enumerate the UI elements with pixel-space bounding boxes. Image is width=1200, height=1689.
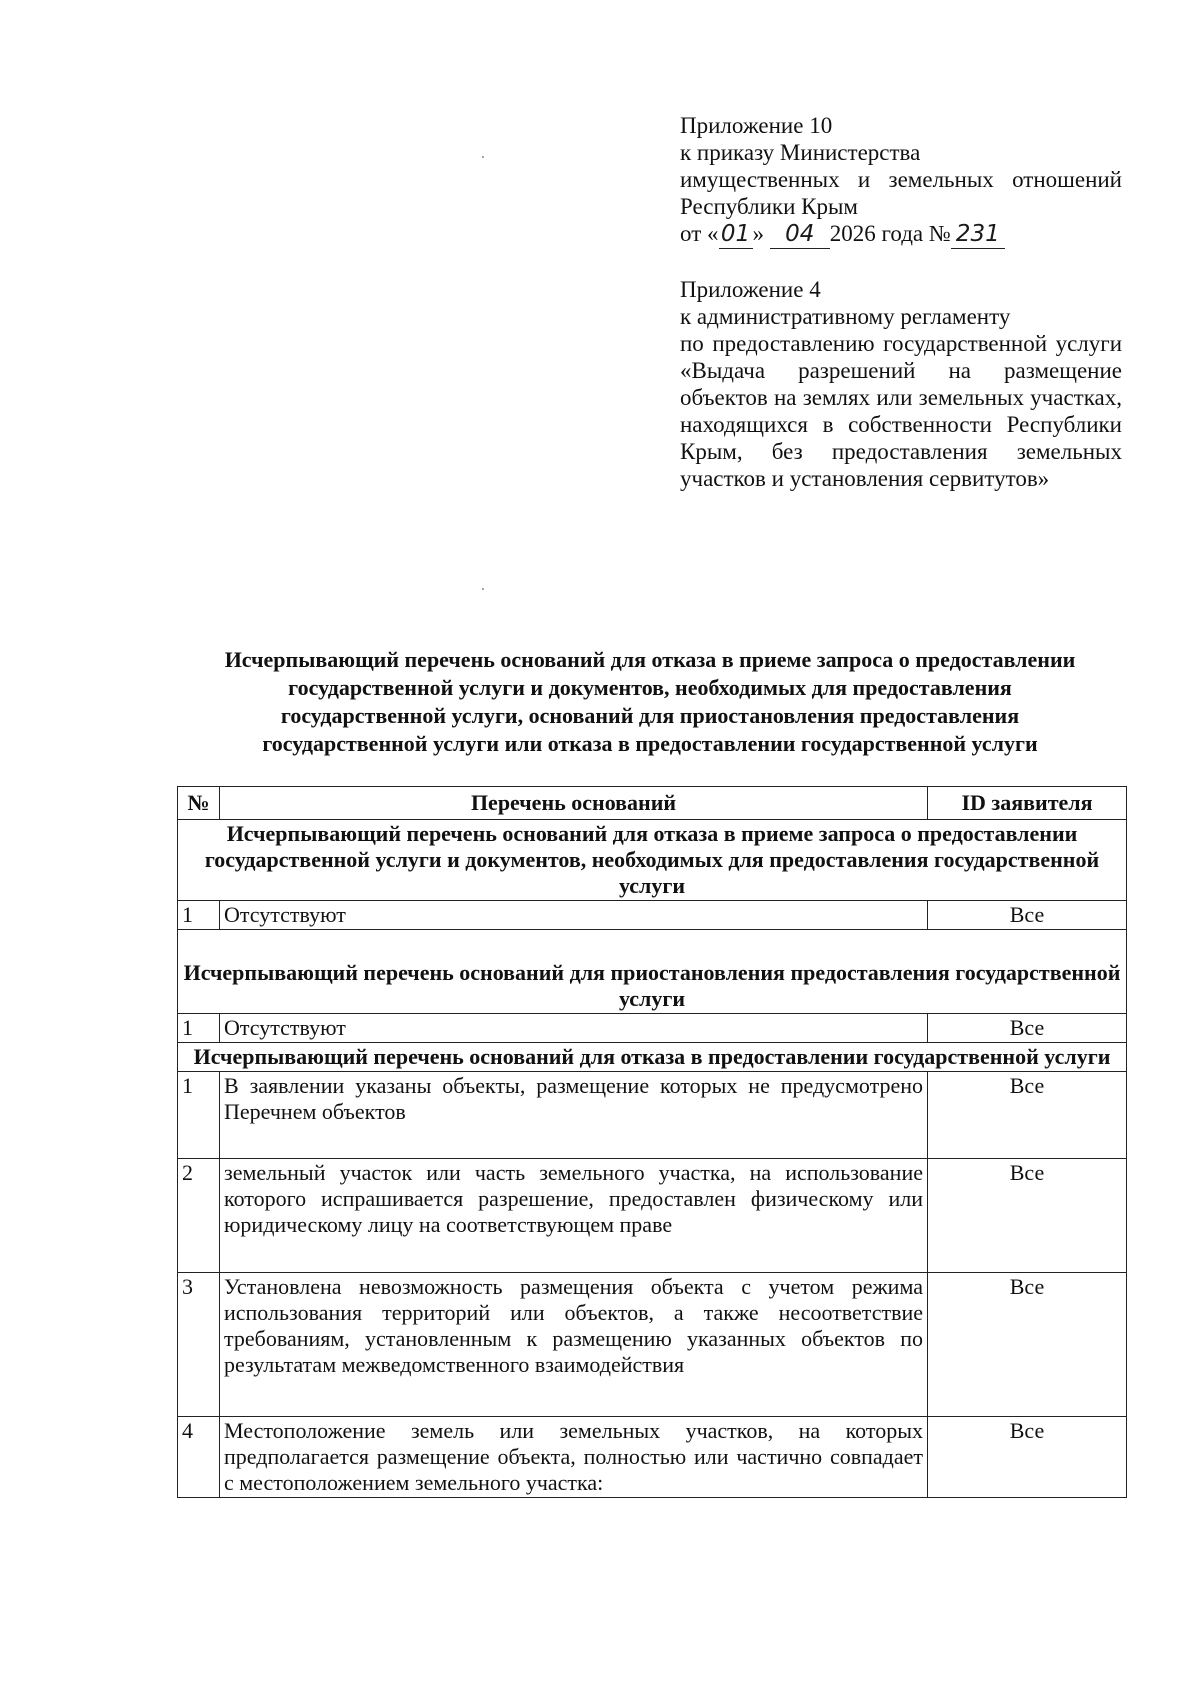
section-3-title: Исчерпывающий перечень оснований для отказа в предоставлении государственной услуги <box>178 1043 1127 1072</box>
row-id: Все <box>928 1014 1127 1043</box>
date-prefix: от « <box>680 221 719 246</box>
appendix-10-title: Приложение 10 <box>680 113 833 138</box>
row-text: Местоположение земель или земельных участков, на которых предполагается размещение объекта, полностью или частично совпадает с местоположением земельного участка: <box>220 1417 928 1498</box>
title-line-2: государственной услуги и документов, необходимых для предоставления <box>288 675 1012 700</box>
table-row <box>178 1072 1127 1159</box>
section-2-row <box>178 930 1127 1014</box>
row-num: 1 <box>178 901 220 930</box>
header-reasons: Перечень оснований <box>220 787 928 820</box>
title-line-4: государственной услуги или отказа в предоставлении государственной услуги <box>262 731 1038 756</box>
section-1-title: Исчерпывающий перечень оснований для отказа в приеме запроса о предоставлении государственной услуги и документов, необходимых для предоставления государственной услуги <box>178 820 1127 901</box>
row-text: Отсутствуют <box>220 901 928 930</box>
row-num: 2 <box>178 1159 220 1273</box>
date-mid: » <box>752 221 764 246</box>
handwritten-month: 04 <box>770 221 830 249</box>
scan-speck <box>482 156 484 158</box>
handwritten-order-number: 231 <box>951 221 1005 249</box>
table-row <box>178 1417 1127 1498</box>
row-id: Все <box>928 1273 1127 1417</box>
appendix-4-title: Приложение 4 <box>680 277 821 302</box>
row-num: 3 <box>178 1273 220 1417</box>
row-text: земельный участок или часть земельного участка, на использование которого испрашивается разрешение, предоставлен физическому или юридическому лицу на соответствующем праве <box>220 1159 928 1273</box>
header-id: ID заявителя <box>928 787 1127 820</box>
section-3-row <box>178 1043 1127 1072</box>
table-header-row <box>178 787 1127 820</box>
row-num: 1 <box>178 1072 220 1159</box>
reasons-table <box>177 786 1127 1498</box>
section-2-title: Исчерпывающий перечень оснований для приостановления предоставления государственной услуги <box>178 930 1127 1014</box>
section-1-row <box>178 820 1127 901</box>
row-text: В заявлении указаны объекты, размещение которых не предусмотрено Перечнем объектов <box>220 1072 928 1159</box>
row-id: Все <box>928 1159 1127 1273</box>
row-num: 1 <box>178 1014 220 1043</box>
row-id: Все <box>928 1417 1127 1498</box>
title-line-1: Исчерпывающий перечень оснований для отказа в приеме запроса о предоставлении <box>224 647 1076 672</box>
appendix-10-line3: Республики Крым <box>680 194 858 219</box>
order-date-line <box>680 220 1122 249</box>
appendix-10-line1: к приказу Министерства <box>680 140 921 165</box>
document-title <box>170 646 1130 758</box>
table-row <box>178 1159 1127 1273</box>
table-row <box>178 901 1127 930</box>
row-num: 4 <box>178 1417 220 1498</box>
appendix-4-line1: к административному регламенту <box>680 304 1011 329</box>
row-id: Все <box>928 1072 1127 1159</box>
table-row <box>178 1014 1127 1043</box>
row-id: Все <box>928 901 1127 930</box>
handwritten-day: 01 <box>719 221 753 249</box>
appendix-4-body: по предоставлению государственной услуги «Выдача разрешений на размещение объектов на землях или земельных участках, находящихся в собственности Республики Крым, без предоставления земельных участков и установления сервитутов» <box>680 331 1122 491</box>
row-text: Отсутствуют <box>220 1014 928 1043</box>
appendix-10-line2: имущественных и земельных отношений <box>680 167 1122 192</box>
appendix-10-header <box>680 112 1122 492</box>
header-num: № <box>178 787 220 820</box>
date-year: 2026 года № <box>829 221 951 246</box>
scan-speck <box>482 588 484 590</box>
title-line-3: государственной услуги, оснований для приостановления предоставления <box>280 703 1020 728</box>
row-text: Установлена невозможность размещения объекта с учетом режима использования территорий или объектов, а также несоответствие требованиям, установленным к размещению указанных объектов по результатам межведомственного взаимодействия <box>220 1273 928 1417</box>
table-row <box>178 1273 1127 1417</box>
